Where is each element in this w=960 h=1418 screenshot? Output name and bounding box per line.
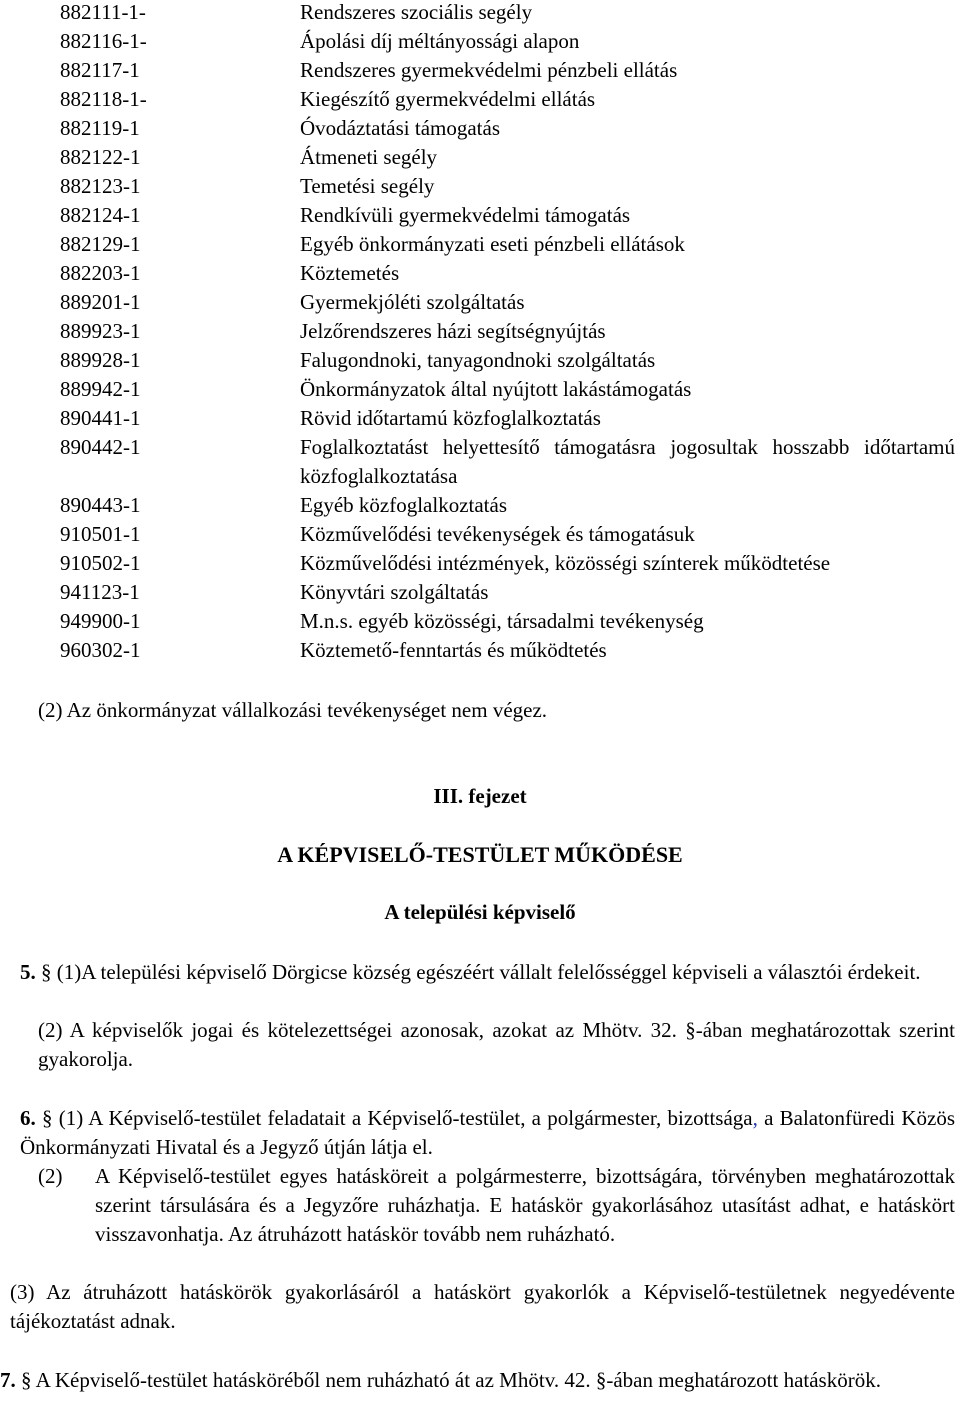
activity-description: Kiegészítő gyermekvédelmi ellátás: [300, 87, 596, 111]
activity-code: 882124-1: [60, 203, 141, 227]
code-row: [0, 85, 960, 114]
section-5-paragraph-1: [20, 958, 955, 987]
code-row: [0, 114, 960, 143]
section-6-paragraph-2: A Képviselő-testület egyes hatásköreit a polgármesterre, bizottságára, törvényben meghatározottak szerint társulására és a Jegyzőre ruházhatja. E hatáskör gyakorlásához utasítást adhat, e hatáskört visszavonhatja. Az átruházott hatáskör tovább nem ruházható.: [95, 1164, 955, 1246]
activity-code: 889201-1: [60, 290, 141, 314]
activity-code: 910501-1: [60, 522, 141, 546]
code-row: [0, 56, 960, 85]
activity-description: Köztemető-fenntartás és működtetés: [300, 638, 607, 662]
activity-code: 960302-1: [60, 638, 141, 662]
activity-code: 949900-1: [60, 609, 141, 633]
section-5-paragraph-2: [38, 1016, 955, 1074]
chapter-heading: III. fejezet: [433, 784, 527, 808]
activity-code: 882118-1-: [60, 87, 147, 111]
code-row: [0, 143, 960, 172]
code-row: [0, 201, 960, 230]
activity-code: 882129-1: [60, 232, 141, 256]
activity-code: 890441-1: [60, 406, 141, 430]
section-6-paragraph-1: [20, 1104, 955, 1162]
activity-description: Rövid időtartamú közfoglalkoztatás: [300, 406, 601, 430]
code-row: [0, 607, 960, 636]
activity-description: Rendkívüli gyermekvédelmi támogatás: [300, 203, 631, 227]
section-6-text-1b: a Balatonfüredi Közös Önkormányzati Hivatal és a Jegyző útján látja el.: [20, 1106, 955, 1159]
activity-code: 882116-1-: [60, 29, 147, 53]
section-7-number: 7.: [0, 1368, 16, 1392]
activity-description: Rendszeres szociális segély: [300, 0, 533, 24]
section-6-number: 6.: [20, 1106, 36, 1130]
section-5-text-2: (2) A képviselők jogai és kötelezettségei azonosak, azokat az Mhötv. 32. §-ában meghatározottak szerint gyakorolja.: [38, 1018, 955, 1071]
code-row: [0, 0, 960, 27]
section-6-paragraph-3: (3) Az átruházott hatáskörök gyakorlásáról a hatáskört gyakorlók a Képviselő-testületnek negyedévente tájékoztatást adnak.: [10, 1280, 955, 1333]
activity-description: Közművelődési tevékenységek és támogatásuk: [300, 522, 695, 546]
activity-code: 882123-1: [60, 174, 141, 198]
activity-description: Átmeneti segély: [300, 145, 438, 169]
activity-description: Jelzőrendszeres házi segítségnyújtás: [300, 319, 606, 343]
activity-code: 890443-1: [60, 493, 141, 517]
activity-description: Közművelődési intézmények, közösségi színterek működtetése: [300, 551, 831, 575]
code-row: [0, 491, 960, 520]
section-6-comma: ,: [752, 1106, 758, 1130]
code-row: [0, 520, 960, 549]
activity-code: 890442-1: [60, 435, 141, 459]
code-row: [0, 230, 960, 259]
activity-code: 882203-1: [60, 261, 141, 285]
activity-description: Egyéb önkormányzati eseti pénzbeli ellátások: [300, 232, 685, 256]
activity-code: 889928-1: [60, 348, 141, 372]
activity-description: Temetési segély: [300, 174, 435, 198]
activity-code: 941123-1: [60, 580, 140, 604]
activity-description: Falugondnoki, tanyagondnoki szolgáltatás: [300, 348, 656, 372]
activity-code: 882119-1: [60, 116, 140, 140]
activity-description: Önkormányzatok által nyújtott lakástámogatás: [300, 377, 692, 401]
activity-description: M.n.s. egyéb közösségi, társadalmi tevékenység: [300, 609, 704, 633]
activity-description: Foglalkoztatást helyettesítő támogatásra jogosultak hosszabb időtartamú közfoglalkoztatása: [300, 435, 955, 488]
code-row: [0, 259, 960, 288]
activity-description: Gyermekjóléti szolgáltatás: [300, 290, 525, 314]
activity-code: 882122-1: [60, 145, 141, 169]
code-row: [0, 288, 960, 317]
code-row: [0, 578, 960, 607]
section-6-text-1a: § (1) A Képviselő-testület feladatait a Képviselő-testület, a polgármester, bizottsága: [41, 1106, 753, 1130]
section-title: A települési képviselő: [384, 900, 576, 924]
activity-description: Egyéb közfoglalkoztatás: [300, 493, 508, 517]
code-row: [0, 375, 960, 404]
entrepreneurial-note: (2) Az önkormányzat vállalkozási tevékenységet nem végez.: [38, 698, 548, 722]
code-row: [0, 549, 960, 578]
section-5-number: 5.: [20, 960, 36, 984]
activity-description: Óvodáztatási támogatás: [300, 116, 501, 140]
activity-description: Köztemetés: [300, 261, 400, 285]
code-row: [0, 27, 960, 56]
activity-code: 882111-1-: [60, 0, 146, 24]
section-7-paragraph-1: [0, 1366, 955, 1395]
activity-code: 910502-1: [60, 551, 141, 575]
activity-description: Könyvtári szolgáltatás: [300, 580, 489, 604]
activity-description: Ápolási díj méltányossági alapon: [300, 29, 580, 53]
code-row: [0, 317, 960, 346]
activity-code: 889923-1: [60, 319, 141, 343]
code-row: [0, 404, 960, 433]
section-7-text-1: § A Képviselő-testület hatásköréből nem ruházható át az Mhötv. 42. §-ában meghatározott hatáskörök.: [21, 1368, 881, 1392]
section-6-p2-label: (2): [38, 1164, 63, 1188]
activity-code: 889942-1: [60, 377, 141, 401]
section-5-text-1: § (1)A települési képviselő Dörgicse község egészéért vállalt felelősséggel képviseli a választói érdekeit.: [41, 960, 921, 984]
code-row: [0, 346, 960, 375]
activity-code: 882117-1: [60, 58, 140, 82]
code-row: [0, 636, 960, 665]
code-row: [0, 433, 960, 491]
chapter-title: A KÉPVISELŐ-TESTÜLET MŰKÖDÉSE: [277, 842, 683, 867]
activity-description: Rendszeres gyermekvédelmi pénzbeli ellátás: [300, 58, 678, 82]
code-row: [0, 172, 960, 201]
